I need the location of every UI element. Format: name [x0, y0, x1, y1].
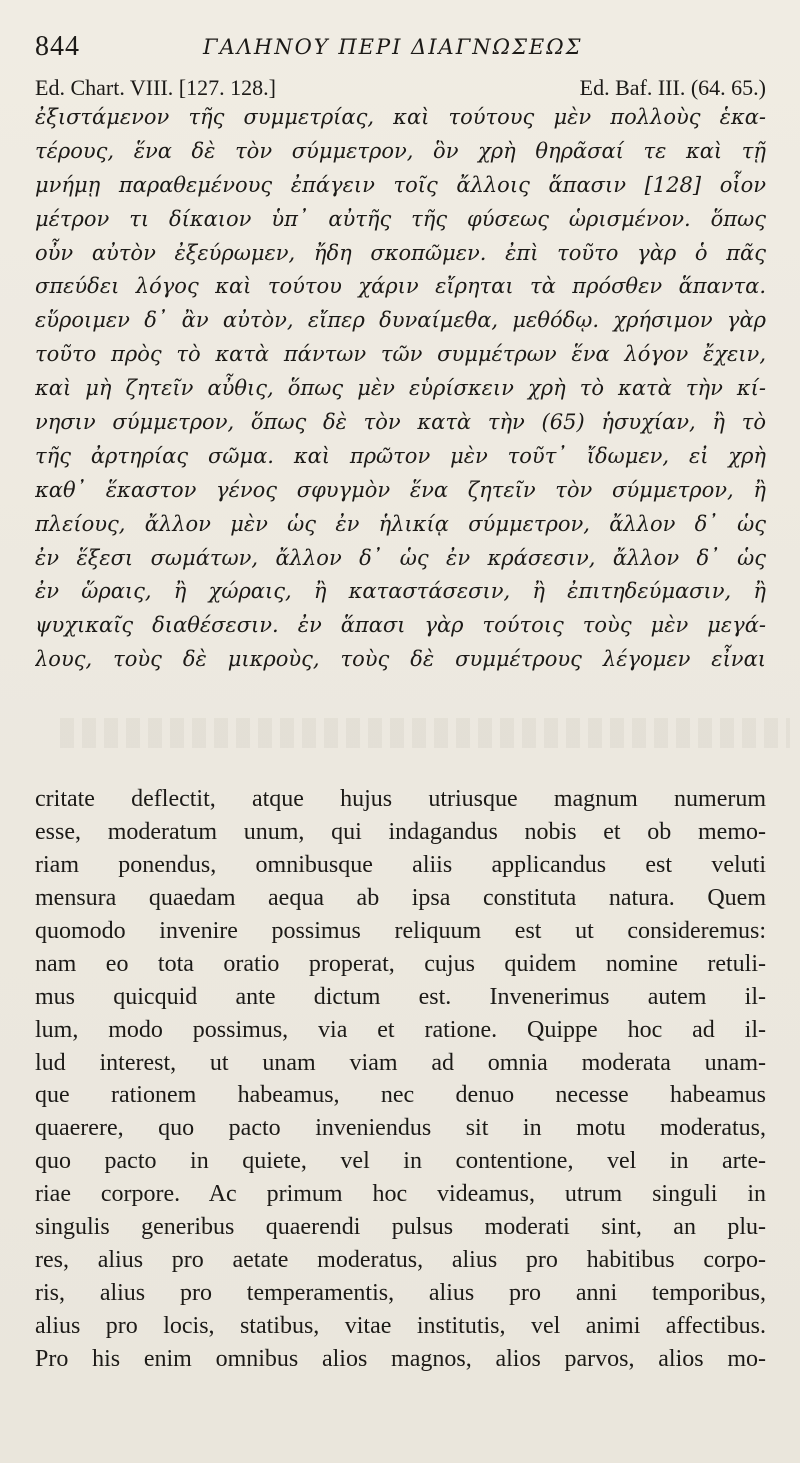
- latin-text-line: quaerere, quo pacto inveniendus sit in motu moderatus,: [35, 1115, 766, 1142]
- page-number: 844: [35, 31, 80, 62]
- latin-text-line: lud interest, ut unam viam ad omnia moderata unam-: [35, 1049, 766, 1076]
- ink-bleed-through: [60, 718, 790, 748]
- greek-text-line: εὕροιμεν δ᾽ ἂν αὐτὸν, εἴπερ δυναίμεθα, μεθόδῳ. χρήσιμον γὰρ: [35, 308, 766, 333]
- latin-text-line: singulis generibus quaerendi pulsus moderati sint, an plu-: [35, 1214, 766, 1241]
- latin-text-line: riae corpore. Ac primum hoc videamus, utrum singuli in: [35, 1181, 766, 1208]
- latin-text-line: quo pacto in quiete, vel in contentione, vel in arte-: [35, 1148, 766, 1175]
- edition-references: [35, 74, 766, 102]
- greek-text-block: [35, 101, 766, 677]
- latin-text-line: Pro his enim omnibus alios magnos, alios parvos, alios mo-: [35, 1345, 766, 1372]
- latin-text-line: nam eo tota oratio properat, cujus quidem nomine retuli-: [35, 950, 766, 977]
- greek-text-line: πλείους, ἄλλον μὲν ὡς ἐν ἡλικίᾳ σύμμετρον, ἄλλον δ᾽ ὡς: [35, 511, 766, 536]
- latin-text-line: esse, moderatum unum, qui indagandus nobis et ob memo-: [35, 818, 766, 845]
- latin-text-line: critate deflectit, atque hujus utriusque magnum numerum: [35, 786, 766, 812]
- greek-text-line: ἐν ὥραις, ἢ χώραις, ἢ καταστάσεσιν, ἢ ἐπιτηδεύμασιν, ἢ: [35, 579, 766, 604]
- greek-text-line: λους, τοὺς δὲ μικροὺς, τοὺς δὲ συμμέτρους λέγομεν εἶναι: [35, 647, 766, 672]
- greek-text-line: ψυχικαῖς διαθέσεσιν. ἐν ἅπασι γὰρ τούτοις τοὺς μὲν μεγά-: [35, 613, 766, 638]
- greek-text-line: ἐξιστάμενον τῆς συμμετρίας, καὶ τούτους μὲν πολλοὺς ἑκα-: [35, 105, 766, 129]
- edition-reference-chartier: Ed. Chart. VIII. [127. 128.]: [35, 75, 276, 100]
- greek-text-line: τέρους, ἕνα δὲ τὸν σύμμετρον, ὃν χρὴ θηρᾶσαί τε καὶ τῇ: [35, 138, 766, 163]
- greek-text-line: καὶ μὴ ζητεῖν αὖθις, ὅπως μὲν εὑρίσκειν χρὴ τὸ κατὰ τὴν κί-: [35, 376, 766, 401]
- latin-text-line: mus quicquid ante dictum est. Invenerimus autem il-: [35, 983, 766, 1010]
- greek-text-line: ἐν ἕξεσι σωμάτων, ἄλλον δ᾽ ὡς ἐν κράσεσιν, ἄλλον δ᾽ ὡς: [35, 545, 766, 570]
- greek-text-line: σπεύδει λόγος καὶ τούτου χάριν εἴρηται τὰ πρόσθεν ἅπαντα.: [35, 274, 766, 299]
- latin-text-line: riam ponendus, omnibusque aliis applicandus est veluti: [35, 851, 766, 878]
- latin-text-line: alius pro locis, statibus, vitae institutis, vel animi affectibus.: [35, 1313, 766, 1339]
- latin-text-line: ris, alius pro temperamentis, alius pro anni temporibus,: [35, 1280, 766, 1307]
- greek-text-line: τῆς ἀρτηρίας σῶμα. καὶ πρῶτον μὲν τοῦτ᾽ ἴδωμεν, εἰ χρὴ: [35, 443, 766, 468]
- latin-text-line: res, alius pro aetate moderatus, alius pro habitibus corpo-: [35, 1247, 766, 1274]
- latin-text-line: mensura quaedam aequa ab ipsa constituta natura. Quem: [35, 884, 766, 911]
- greek-text-line: νησιν σύμμετρον, ὅπως δὲ τὸν κατὰ τὴν (65) ἡσυχίαν, ἢ τὸ: [35, 410, 766, 435]
- latin-text-line: quomodo invenire possimus reliquum est ut consideremus:: [35, 917, 766, 944]
- greek-text-line: μνήμῃ παραθεμένους ἐπάγειν τοῖς ἄλλοις ἅπασιν [128] οἷον: [35, 172, 766, 197]
- page-header: [35, 30, 775, 64]
- edition-reference-basel: Ed. Baf. III. (64. 65.): [579, 75, 766, 100]
- latin-text-block: [35, 783, 766, 1376]
- greek-text-line: καθ᾽ ἕκαστον γένος σφυγμὸν ἕνα ζητεῖν τὸν σύμμετρον, ἢ: [35, 477, 766, 502]
- running-title: ΓΑΛΗΝΟΥ ΠΕΡΙ ΔΙΑΓΝΩΣΕΩΣ: [203, 35, 583, 59]
- greek-text-line: τοῦτο πρὸς τὸ κατὰ πάντων τῶν συμμέτρων ἕνα λόγον ἔχειν,: [35, 342, 766, 367]
- latin-text-line: que rationem habeamus, nec denuo necesse habeamus: [35, 1082, 766, 1109]
- greek-text-line: μέτρον τι δίκαιον ὑπ᾽ αὐτῆς τῆς φύσεως ὡρισμένον. ὅπως: [35, 206, 766, 231]
- greek-text-line: οὖν αὐτὸν ἐξεύρωμεν, ἤδη σκοπῶμεν. ἐπὶ τοῦτο γὰρ ὁ πᾶς: [35, 240, 766, 265]
- latin-text-line: lum, modo possimus, via et ratione. Quippe hoc ad il-: [35, 1016, 766, 1043]
